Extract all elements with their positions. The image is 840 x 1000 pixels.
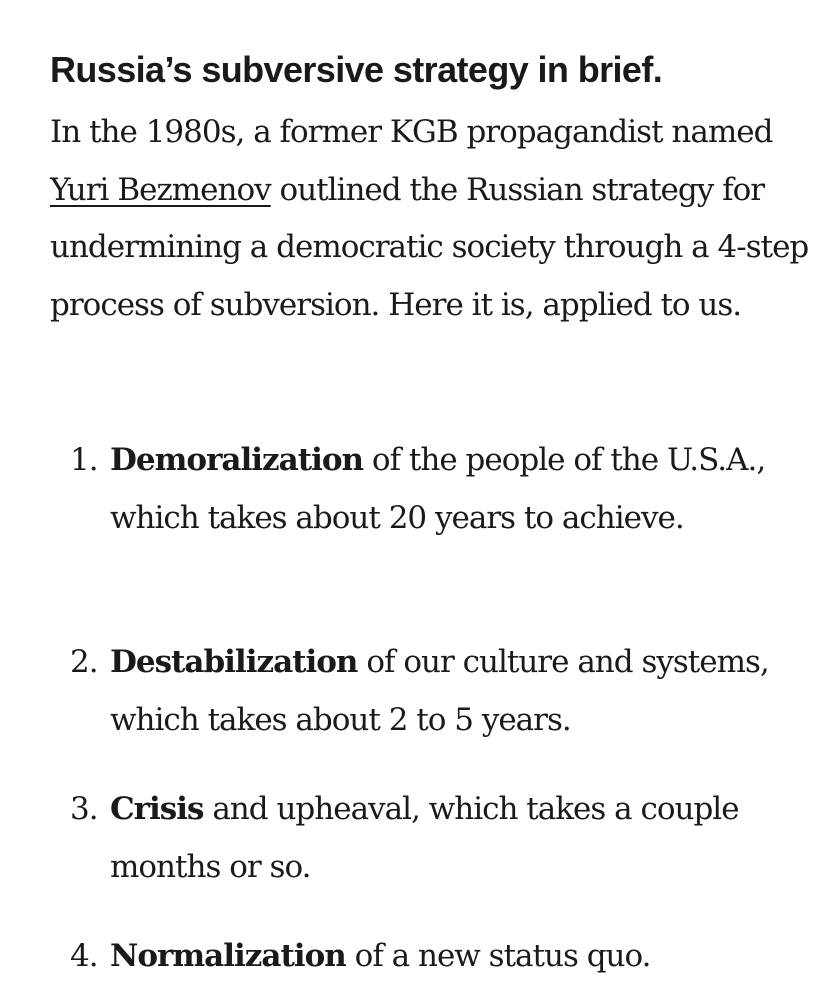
step-body	[110, 928, 810, 986]
step-term: Destabilization	[110, 644, 358, 680]
step-number: 3.	[70, 791, 98, 827]
step-term: Crisis	[110, 791, 204, 827]
intro-paragraph	[50, 104, 810, 334]
intro-text-after-link: outlined the Russian strategy for undermining a democratic society through a 4-step process of subversion. Here it is, applied to us.	[50, 171, 809, 323]
step-body	[110, 432, 810, 547]
step-number: 2.	[70, 644, 98, 680]
step-text: and upheaval, which takes a couple months or so.	[110, 791, 739, 885]
step-number: 4.	[70, 938, 98, 974]
step-body	[110, 634, 810, 749]
intro-text-before-link: In the 1980s, a former KGB propagandist named	[50, 114, 773, 150]
step-body	[110, 781, 810, 896]
step-text: of our culture and systems, which takes about 2 to 5 years.	[110, 644, 769, 738]
section-heading: Russia’s subversive strategy in brief.	[50, 49, 663, 90]
step-term: Normalization	[110, 938, 346, 974]
step-number: 1.	[70, 442, 98, 478]
step-term: Demoralization	[110, 442, 364, 478]
yuri-bezmenov-link[interactable]: Yuri Bezmenov	[50, 171, 271, 208]
step-text: of a new status quo.	[345, 938, 651, 974]
step-text: of the people of the U.S.A., which takes about 20 years to achieve.	[110, 442, 766, 536]
